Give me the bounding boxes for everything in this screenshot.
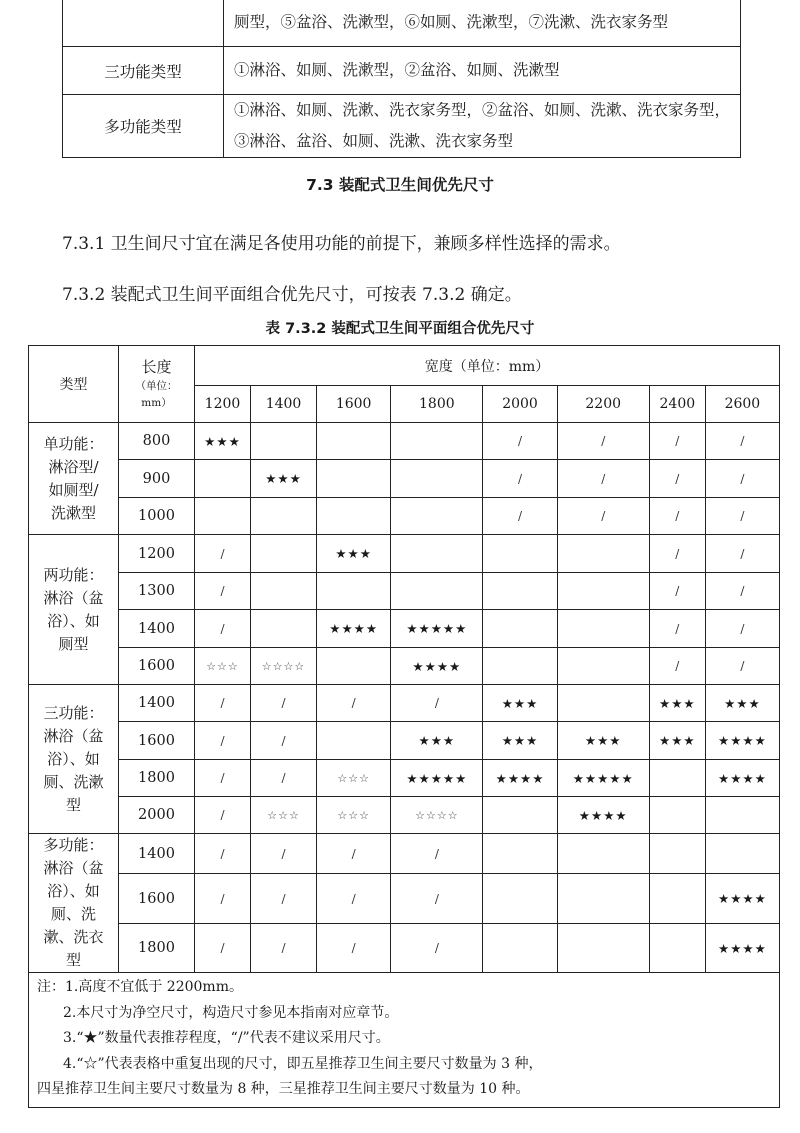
repeat-rating-cell: ☆☆☆☆ — [250, 648, 316, 685]
width-value: 1200 — [195, 386, 251, 423]
size-table-body — [29, 423, 780, 973]
category-line: 洗漱型 — [50, 503, 96, 522]
not-recommended-cell: / — [649, 648, 705, 685]
length-cell: 1400 — [119, 610, 195, 648]
note-line: 2.本尺寸为净空尺寸，构造尺寸参见本指南对应章节。 — [63, 1004, 399, 1021]
continued-type-table — [62, 0, 741, 158]
table-row — [29, 610, 780, 648]
empty-cell — [250, 498, 316, 535]
category-line: 浴）、如 — [47, 749, 100, 768]
length-cell: 1200 — [119, 535, 195, 573]
not-recommended-cell: / — [705, 648, 779, 685]
empty-cell — [483, 834, 557, 874]
section-title: 7.3 装配式卫生间优先尺寸 — [306, 176, 494, 194]
length-cell: 1800 — [119, 924, 195, 973]
not-recommended-cell: / — [649, 535, 705, 573]
rating-cell: ★★★ — [317, 535, 391, 573]
row-text: ①淋浴、如厕、洗漱型，②盆浴、如厕、洗漱型 — [224, 47, 741, 95]
empty-cell — [649, 924, 705, 973]
empty-cell — [557, 535, 649, 573]
rating-cell: ★★★★★ — [391, 760, 483, 797]
table-row — [29, 760, 780, 797]
length-header — [119, 346, 195, 423]
empty-cell — [649, 797, 705, 834]
category-line: 淋浴（盆 — [43, 588, 104, 607]
rating-cell: ★★★★ — [705, 874, 779, 924]
table-row — [63, 47, 741, 95]
rating-cell: ★★★★ — [483, 760, 557, 797]
empty-cell — [483, 648, 557, 685]
not-recommended-cell: / — [195, 797, 251, 834]
empty-cell — [557, 874, 649, 924]
category-line: 浴）、如 — [47, 611, 100, 630]
length-cell: 1600 — [119, 874, 195, 924]
empty-cell — [250, 610, 316, 648]
not-recommended-cell: / — [250, 760, 316, 797]
row-label — [63, 0, 224, 47]
width-value: 2400 — [649, 386, 705, 423]
length-cell: 1400 — [119, 685, 195, 722]
repeat-rating-cell: ☆☆☆☆ — [391, 797, 483, 834]
empty-cell — [391, 573, 483, 610]
width-value: 1600 — [317, 386, 391, 423]
not-recommended-cell: / — [705, 535, 779, 573]
category-cell — [29, 423, 119, 535]
empty-cell — [483, 924, 557, 973]
width-value: 2200 — [557, 386, 649, 423]
not-recommended-cell: / — [195, 610, 251, 648]
table-row — [29, 834, 780, 874]
empty-cell — [483, 797, 557, 834]
category-line: 淋浴（盆 — [43, 859, 104, 877]
empty-cell — [317, 573, 391, 610]
not-recommended-cell: / — [557, 460, 649, 498]
not-recommended-cell: / — [649, 460, 705, 498]
rating-cell: ★★★ — [483, 722, 557, 760]
not-recommended-cell: / — [195, 874, 251, 924]
empty-cell — [557, 834, 649, 874]
empty-cell — [391, 535, 483, 573]
repeat-rating-cell: ☆☆☆ — [317, 797, 391, 834]
table-row — [29, 573, 780, 610]
table-row — [29, 648, 780, 685]
table-row — [29, 874, 780, 924]
empty-cell — [317, 722, 391, 760]
not-recommended-cell: / — [195, 685, 251, 722]
not-recommended-cell: / — [195, 535, 251, 573]
category-line: 厕型 — [58, 634, 89, 653]
not-recommended-cell: / — [557, 498, 649, 535]
rating-cell: ★★★★ — [705, 760, 779, 797]
empty-cell — [250, 535, 316, 573]
category-line: 如厕型/ — [48, 480, 99, 499]
rating-cell: ★★★ — [649, 685, 705, 722]
table-row — [63, 95, 741, 158]
notes-row — [29, 973, 780, 1108]
table-row — [29, 423, 780, 460]
width-value: 2000 — [483, 386, 557, 423]
width-value: 1400 — [250, 386, 316, 423]
empty-cell — [317, 460, 391, 498]
rating-cell: ★★★★ — [391, 648, 483, 685]
length-header-unit: （单位： — [135, 380, 178, 392]
empty-cell — [557, 610, 649, 648]
not-recommended-cell: / — [317, 685, 391, 722]
repeat-rating-cell: ☆☆☆ — [250, 797, 316, 834]
rating-cell: ★★★ — [649, 722, 705, 760]
not-recommended-cell: / — [705, 498, 779, 535]
rating-cell: ★★★ — [483, 685, 557, 722]
row-label: 多功能类型 — [63, 95, 224, 158]
rating-cell: ★★★★ — [317, 610, 391, 648]
length-cell: 1600 — [119, 648, 195, 685]
not-recommended-cell: / — [195, 573, 251, 610]
rating-cell: ★★★ — [391, 722, 483, 760]
not-recommended-cell: / — [649, 498, 705, 535]
not-recommended-cell: / — [195, 924, 251, 973]
table-row — [29, 498, 780, 535]
table-caption: 表 7.3.2 装配式卫生间平面组合优先尺寸 — [265, 321, 535, 337]
not-recommended-cell: / — [250, 722, 316, 760]
empty-cell — [317, 498, 391, 535]
repeat-rating-cell: ☆☆☆ — [317, 760, 391, 797]
table-row — [29, 797, 780, 834]
empty-cell — [391, 498, 483, 535]
header-row — [29, 346, 780, 386]
empty-cell — [483, 874, 557, 924]
category-line: 淋浴（盆 — [43, 726, 104, 745]
repeat-rating-cell: ☆☆☆ — [195, 648, 251, 685]
category-line: 型 — [65, 951, 81, 969]
rating-cell: ★★★ — [557, 722, 649, 760]
paragraph: 7.3.1 卫生间尺寸宜在满足各使用功能的前提下，兼顾多样性选择的需求。 — [62, 234, 621, 254]
row-label: 三功能类型 — [63, 47, 224, 95]
not-recommended-cell: / — [317, 834, 391, 874]
empty-cell — [557, 924, 649, 973]
rating-cell: ★★★ — [250, 460, 316, 498]
not-recommended-cell: / — [649, 573, 705, 610]
not-recommended-cell: / — [649, 610, 705, 648]
rating-cell: ★★★★★ — [391, 610, 483, 648]
not-recommended-cell: / — [317, 874, 391, 924]
empty-cell — [649, 874, 705, 924]
not-recommended-cell: / — [391, 924, 483, 973]
not-recommended-cell: / — [705, 423, 779, 460]
note-line: 注：1.高度不宜低于 2200mm。 — [37, 979, 243, 995]
empty-cell — [705, 834, 779, 874]
category-line: 厕、洗漱 — [43, 772, 104, 791]
width-value: 2600 — [705, 386, 779, 423]
not-recommended-cell: / — [391, 834, 483, 874]
table-row — [29, 535, 780, 573]
empty-cell — [705, 797, 779, 834]
empty-cell — [649, 834, 705, 874]
category-line: 多功能： — [43, 836, 104, 854]
length-header-label: 长度 — [141, 358, 172, 376]
empty-cell — [483, 535, 557, 573]
table-row — [29, 685, 780, 722]
note-line: 3.“★”数量代表推荐程度，“/”代表不建议采用尺寸。 — [63, 1030, 390, 1046]
not-recommended-cell: / — [195, 760, 251, 797]
empty-cell — [317, 648, 391, 685]
empty-cell — [195, 498, 251, 535]
rating-cell: ★★★★★ — [557, 760, 649, 797]
empty-cell — [483, 610, 557, 648]
table-row — [29, 722, 780, 760]
empty-cell — [391, 460, 483, 498]
length-cell: 2000 — [119, 797, 195, 834]
not-recommended-cell: / — [483, 460, 557, 498]
table-row — [29, 924, 780, 973]
category-line: 淋浴型/ — [48, 457, 99, 476]
not-recommended-cell: / — [317, 924, 391, 973]
width-header: 宽度（单位：mm） — [195, 346, 780, 386]
empty-cell — [250, 423, 316, 460]
empty-cell — [391, 423, 483, 460]
empty-cell — [250, 573, 316, 610]
rating-cell: ★★★★ — [705, 924, 779, 973]
category-line: 单功能： — [43, 434, 104, 453]
length-cell: 1000 — [119, 498, 195, 535]
rating-cell: ★★★ — [195, 423, 251, 460]
not-recommended-cell: / — [250, 685, 316, 722]
table-row — [63, 0, 741, 47]
length-cell: 1400 — [119, 834, 195, 874]
not-recommended-cell: / — [195, 722, 251, 760]
empty-cell — [195, 460, 251, 498]
rating-cell: ★★★★ — [557, 797, 649, 834]
row-text: ①淋浴、如厕、洗漱、洗衣家务型，②盆浴、如厕、洗漱、洗衣家务型，③淋浴、盆浴、如厕、洗漱、洗衣家务型 — [224, 95, 741, 158]
category-cell — [29, 685, 119, 834]
empty-cell — [557, 573, 649, 610]
table-row — [29, 460, 780, 498]
empty-cell — [483, 573, 557, 610]
length-cell: 800 — [119, 423, 195, 460]
note-line: 4.“☆”代表表格中重复出现的尺寸，即五星推荐卫生间主要尺寸数量为 3 种， — [63, 1055, 543, 1072]
notes-cell — [29, 973, 780, 1108]
length-cell: 1300 — [119, 573, 195, 610]
not-recommended-cell: / — [649, 423, 705, 460]
empty-cell — [557, 648, 649, 685]
category-line: 型 — [65, 795, 81, 814]
category-line: 两功能： — [43, 565, 104, 584]
row-text: 厕型，⑤盆浴、洗漱型，⑥如厕、洗漱型，⑦洗漱、洗衣家务型 — [224, 0, 741, 47]
not-recommended-cell: / — [483, 498, 557, 535]
length-cell: 1800 — [119, 760, 195, 797]
length-cell: 1600 — [119, 722, 195, 760]
not-recommended-cell: / — [250, 924, 316, 973]
not-recommended-cell: / — [195, 834, 251, 874]
empty-cell — [317, 423, 391, 460]
not-recommended-cell: / — [705, 573, 779, 610]
not-recommended-cell: / — [250, 834, 316, 874]
note-line: 四星推荐卫生间主要尺寸数量为 8 种，三星推荐卫生间主要尺寸数量为 10 种。 — [37, 1081, 530, 1097]
empty-cell — [557, 685, 649, 722]
length-cell: 900 — [119, 460, 195, 498]
category-line: 漱、洗衣 — [43, 928, 104, 946]
category-line: 厕、洗 — [50, 905, 96, 923]
not-recommended-cell: / — [391, 874, 483, 924]
not-recommended-cell: / — [557, 423, 649, 460]
length-header-unit-2: mm） — [141, 397, 172, 409]
not-recommended-cell: / — [483, 423, 557, 460]
not-recommended-cell: / — [391, 685, 483, 722]
category-line: 浴）、如 — [47, 882, 100, 900]
width-value: 1800 — [391, 386, 483, 423]
paragraph: 7.3.2 装配式卫生间平面组合优先尺寸，可按表 7.3.2 确定。 — [62, 285, 522, 305]
not-recommended-cell: / — [250, 874, 316, 924]
category-cell — [29, 834, 119, 973]
rating-cell: ★★★★ — [705, 722, 779, 760]
category-line: 三功能： — [43, 703, 104, 722]
not-recommended-cell: / — [705, 460, 779, 498]
type-header: 类型 — [29, 346, 119, 423]
size-table — [28, 345, 780, 1108]
category-cell — [29, 535, 119, 685]
rating-cell: ★★★ — [705, 685, 779, 722]
empty-cell — [649, 760, 705, 797]
not-recommended-cell: / — [705, 610, 779, 648]
